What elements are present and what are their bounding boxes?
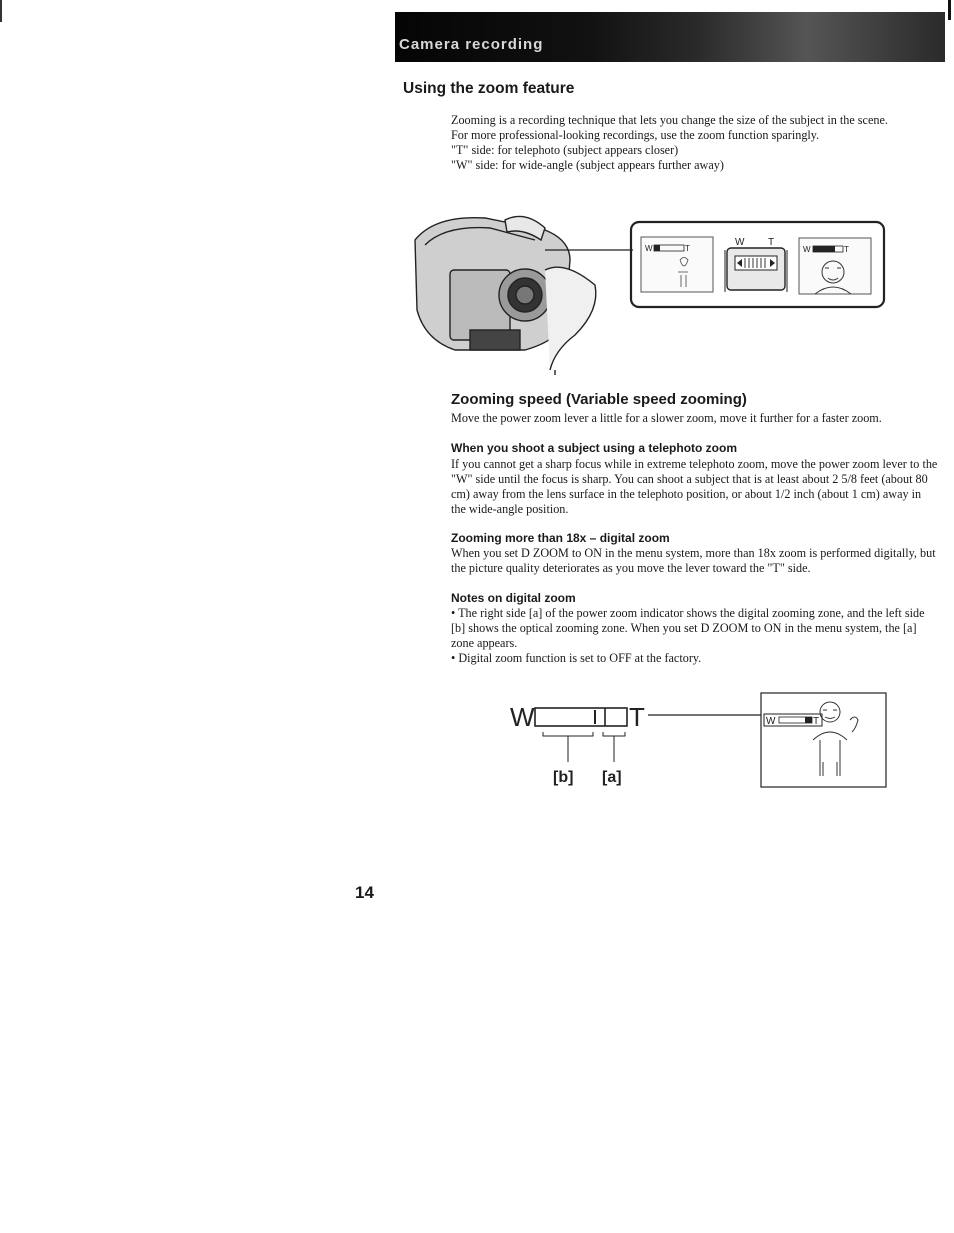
digital-zoom-heading: Zooming more than 18x – digital zoom xyxy=(451,531,670,545)
telephoto-text: If you cannot get a sharp focus while in extreme telephoto zoom, move the power zoom lever to the "W" side until the focus is sharp. You can shoot a subject that is at least about 2 5/8 feet (about 80 cm) away from the lens surface in the telephoto position, or about 1/2 inch (about 1 cm) away in the wide-angle position. xyxy=(451,457,938,516)
intro-paragraph: For more professional-looking recordings, use the zoom function sparingly. xyxy=(451,128,820,142)
zoom-indicator-bar xyxy=(535,708,627,726)
margin-rule xyxy=(948,0,951,20)
zone-a-label: [a] xyxy=(602,769,622,786)
intro-paragraph: Zooming is a recording technique that lets you change the size of the subject in the scene. xyxy=(451,113,888,127)
page-number: 14 xyxy=(355,883,374,902)
intro-paragraph: "T" side: for telephoto (subject appears closer) xyxy=(451,143,679,157)
camcorder-zoom-illustration xyxy=(395,200,895,375)
subsection-title: Zooming speed (Variable speed zooming) xyxy=(451,391,747,408)
wide-label: W xyxy=(735,237,745,248)
svg-text:W: W xyxy=(803,245,811,254)
zone-b-label: [b] xyxy=(553,769,574,786)
svg-text:W: W xyxy=(645,244,653,253)
camcorder-drawing xyxy=(415,216,596,375)
intro-paragraph: "W" side: for wide-angle (subject appears further away) xyxy=(451,158,724,172)
intro-text xyxy=(451,113,939,173)
svg-text:T: T xyxy=(813,716,820,727)
digital-zoom-text: When you set D ZOOM to ON in the menu system, more than 18x zoom is performed digitally, but the picture quality deteriorates as you move the lever toward the "T" side. xyxy=(451,546,936,575)
zoom-lever-diagram xyxy=(725,237,787,292)
notes-heading: Notes on digital zoom xyxy=(451,591,576,605)
zoom-speed-text: Move the power zoom lever a little for a slower zoom, move it further for a faster zoom. xyxy=(451,411,882,425)
svg-text:T: T xyxy=(685,244,690,253)
indicator-w-label: W xyxy=(510,702,535,732)
indicator-t-label: T xyxy=(629,702,645,732)
page-title: Using the zoom feature xyxy=(403,80,575,97)
notes-list xyxy=(451,606,939,666)
svg-text:W: W xyxy=(766,716,776,727)
list-item: • Digital zoom function is set to OFF at the factory. xyxy=(451,651,702,665)
svg-text:T: T xyxy=(844,245,849,254)
telephoto-heading: When you shoot a subject using a telephoto zoom xyxy=(451,441,738,455)
section-header-bar xyxy=(395,12,945,62)
zoom-indicator-diagram xyxy=(505,690,890,790)
margin-rule xyxy=(0,0,2,22)
list-item: • The right side [a] of the power zoom indicator shows the digital zooming zone, and the left side [b] shows the optical zooming zone. When you set D ZOOM to ON in the menu system, the [a] zone appears. xyxy=(451,606,925,650)
tele-label: T xyxy=(768,237,775,248)
section-header-title: Camera recording xyxy=(399,36,544,53)
